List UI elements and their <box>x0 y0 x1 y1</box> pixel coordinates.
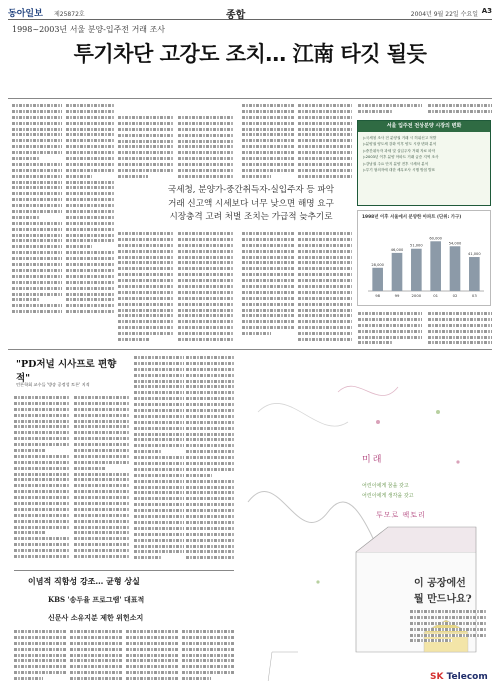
chart-bar <box>392 253 403 291</box>
section-name: 종합 <box>226 10 246 21</box>
side-b-col-1 <box>14 630 66 686</box>
lead-body-col-7 <box>118 232 174 346</box>
lead-headline: 투기차단 고강도 조치… 江南 타깃 될듯 <box>73 42 427 66</box>
ad-line-tomorrow-factory: 투모로 팩토리 <box>376 511 426 519</box>
right-body-bottom-2 <box>428 312 492 346</box>
chart-bar <box>430 241 441 291</box>
side-b-col-3 <box>126 630 178 686</box>
info-box-item: ▷2003년 이후 분양 아파트 거래 급증 지역 조사 <box>363 155 439 160</box>
side-divider <box>14 570 234 571</box>
side-story-b-headline: 이념적 직함성 강조… 균형 상실 <box>28 576 140 586</box>
chart-canvas <box>358 211 490 305</box>
lead-body-col-6 <box>298 104 352 182</box>
section-divider <box>8 349 492 350</box>
chart-bar <box>372 268 383 291</box>
info-box-item: ▷국세청 조사 전 분양권 거래 시 허위신고 적발 <box>363 136 437 140</box>
deck-line-2: 거래 신고액 시세보다 너무 낮으면 해명 요구 <box>168 198 334 209</box>
side-a-col-3 <box>134 356 184 568</box>
lead-deck <box>150 184 352 225</box>
side-a-col-1 <box>14 396 70 568</box>
chart-value-label: 28,000 <box>371 262 384 267</box>
ad-question-line-1: 이 공장에선 <box>414 578 466 589</box>
side-story-a-subhead: 언론학회 교수들 '방송 공정성 토론' 지적 <box>16 382 90 387</box>
info-box-item: ▷중간취득자 과세 및 실입주자 거래 자료 파악 <box>363 148 436 153</box>
logo-telecom: Telecom <box>446 672 488 682</box>
lead-body-col-2 <box>66 104 114 322</box>
page-number: A3 <box>481 7 492 15</box>
chart-category-label: 99 <box>394 293 400 298</box>
chart-category-label: 98 <box>375 293 381 298</box>
lead-body-col-4 <box>178 116 234 182</box>
right-body-bottom-1 <box>358 312 422 346</box>
lead-body-col-5 <box>242 104 294 182</box>
lead-body-col-3 <box>118 116 173 182</box>
sk-telecom-logo <box>430 672 488 682</box>
chart-value-label: 51,000 <box>410 243 423 248</box>
lead-body-col-9 <box>242 232 294 346</box>
deck-line-3: 시장충격 고려 처벌 조치는 가급적 늦추기로 <box>169 212 333 222</box>
chart-value-label: 41,000 <box>468 252 481 257</box>
ad-line-think: 어린이에게 생각을 갖고 <box>362 493 414 499</box>
lead-body-col-10 <box>298 232 352 346</box>
info-box <box>357 120 491 206</box>
chart-value-label: 60,000 <box>429 236 442 241</box>
logo-sk: SK <box>430 672 444 682</box>
side-a-col-2 <box>74 396 130 568</box>
chart-value-label: 46,000 <box>390 247 404 252</box>
chart-title: 1998년 이후 서울에서 분양한 아파트 (단위: 가구) <box>362 215 462 220</box>
bar-chart <box>357 210 491 306</box>
ad-headline-mirae: 미래 <box>362 455 384 465</box>
chart-category-label: 01 <box>433 293 439 298</box>
side-a-col-4 <box>186 356 234 568</box>
issue-date: 2004년 9월 22일 수요일 <box>410 11 478 18</box>
ad-body-copy <box>410 610 486 650</box>
newspaper-logo: 동아일보 <box>8 9 43 19</box>
chart-category-label: 03 <box>471 293 477 298</box>
side-story-b-subhead-1: KBS '송두율 프로그램' 대표적 <box>48 595 145 604</box>
info-box-list <box>363 135 487 173</box>
side-story-a-headline: "PD저널 시사프로 편향적" <box>16 359 117 384</box>
chart-bar <box>469 257 480 291</box>
right-body-top-1 <box>358 104 422 118</box>
side-b-col-4 <box>182 630 234 686</box>
info-box-item: ▷강남권 주요 단지 분양 전후 시세차 분석 <box>363 161 429 166</box>
ad-line-dream: 어린이에게 꿈을 갖고 <box>362 483 409 489</box>
lead-body-col-1 <box>12 104 62 322</box>
info-box-title: 서울 입주전 전상분양 시장의 변화 <box>358 121 490 132</box>
info-box-item: ▷투기 혐의자에 대한 세무조사 시행 방침 발표 <box>363 168 436 173</box>
chart-bar <box>411 249 422 291</box>
deck-line-1: 국세청, 분양가-중간취득자-실입주자 등 파악 <box>167 185 335 195</box>
chart-bar <box>450 246 461 291</box>
chart-category-label: 2000 <box>411 293 422 298</box>
sk-telecom-advertisement <box>238 352 492 681</box>
side-story-b-subhead-2: 신문사 소유지분 제한 위헌소지 <box>48 613 144 622</box>
ad-question-line-2: 뭘 만드나요? <box>414 594 472 605</box>
info-box-item: ▷분양권 양도세 강화 이후 양도 시장 변화 분석 <box>363 142 437 147</box>
issue-number: 제25872호 <box>54 11 85 18</box>
side-b-col-2 <box>70 630 122 686</box>
masthead <box>8 6 492 20</box>
chart-value-label: 54,000 <box>448 241 462 246</box>
headline-divider <box>8 98 492 99</box>
chart-category-label: 02 <box>452 293 458 298</box>
lead-kicker: 1998~2003년 서울 분양-입주전 거래 조사 <box>12 25 166 34</box>
right-body-top-2 <box>428 104 492 118</box>
lead-body-col-8 <box>178 232 234 346</box>
